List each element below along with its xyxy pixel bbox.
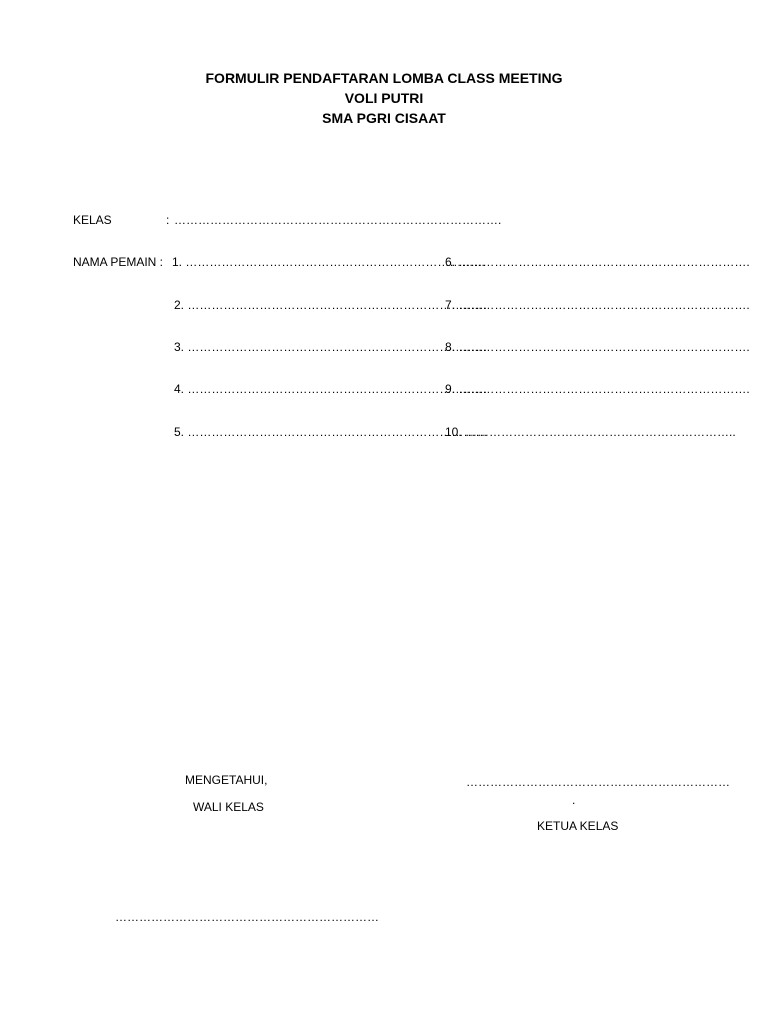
player-field-4[interactable]: 4. ………………………………………………………………… — [174, 382, 488, 396]
title-line-1: FORMULIR PENDAFTARAN LOMBA CLASS MEETING — [205, 70, 563, 86]
nama-pemain-label: NAMA PEMAIN : — [73, 255, 164, 269]
wali-kelas-label: WALI KELAS — [193, 800, 264, 814]
player-field-5[interactable]: 5. ………………………………………………………………… — [174, 425, 488, 439]
kelas-colon: : — [166, 213, 170, 227]
player-field-3[interactable]: 3. ………………………………………………………………… — [174, 340, 488, 354]
title-line-3: SMA PGRI CISAAT — [322, 110, 446, 126]
player-field-7[interactable]: 7. ………………………………………………………………. — [445, 298, 750, 312]
player-field-9[interactable]: 9. ………………………………………………………………. — [445, 382, 750, 396]
player-field-1[interactable]: 1. ………………………………………………………………… — [172, 255, 486, 269]
player-field-2[interactable]: 2. ………………………………………………………………… — [174, 298, 488, 312]
title-line-2: VOLI PUTRI — [344, 90, 424, 106]
kelas-label: KELAS — [73, 213, 112, 227]
ketua-kelas-signature-field[interactable]: ………………………………………………………… — [466, 775, 730, 789]
player-field-8[interactable]: 8. ………………………………………………………………. — [445, 340, 750, 354]
signature-dot: . — [572, 793, 576, 807]
ketua-kelas-label: KETUA KELAS — [537, 819, 619, 833]
mengetahui-label: MENGETAHUI, — [185, 773, 268, 787]
player-field-6[interactable]: 6. ………………………………………………………………. — [445, 255, 750, 269]
kelas-field[interactable]: ………………………………………………………………………. — [174, 213, 502, 227]
wali-kelas-signature-field[interactable]: ………………………………………………………… — [115, 910, 379, 924]
player-field-10[interactable]: 10. ………………………………………………………….. — [445, 425, 736, 439]
form-title — [0, 68, 768, 128]
